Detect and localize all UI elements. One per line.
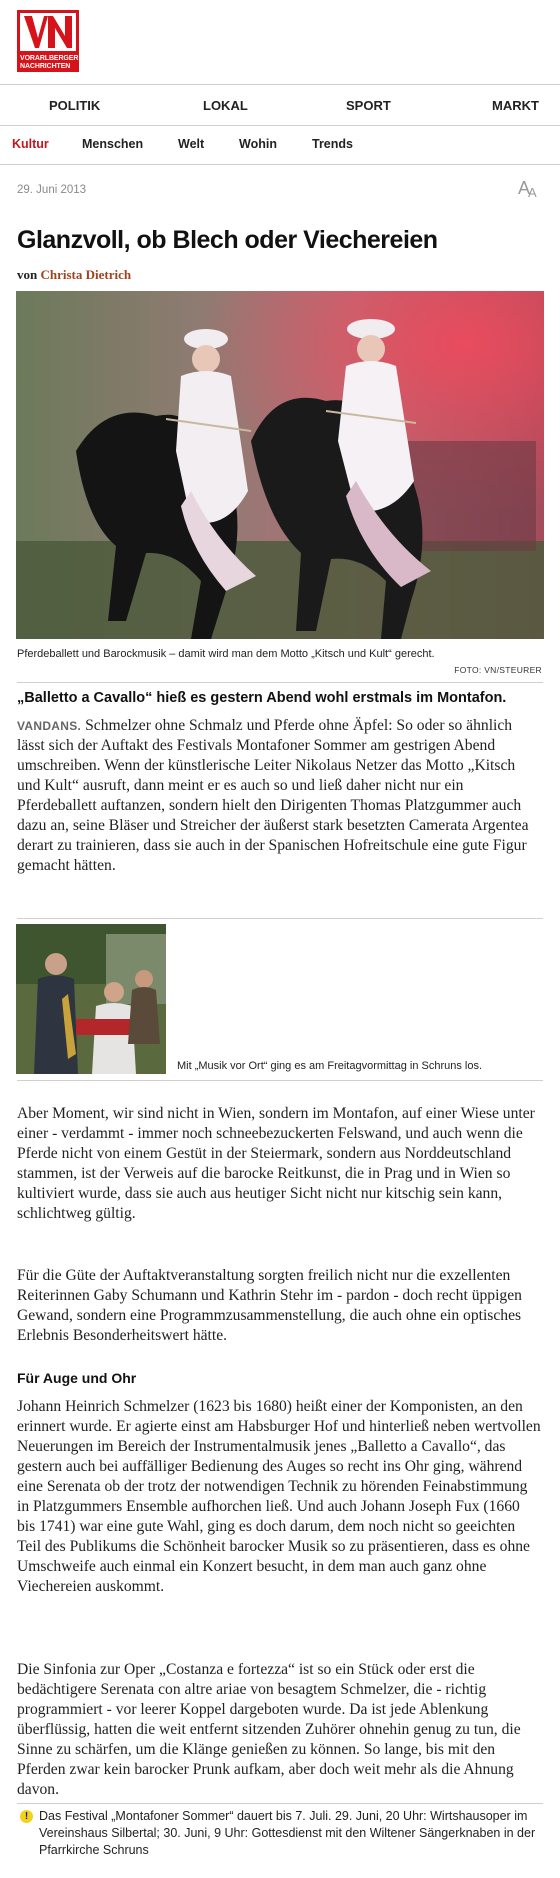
- info-icon: !: [20, 1810, 33, 1823]
- hero-credit: FOTO: VN/STEURER: [454, 665, 542, 675]
- hero-photo-illustration: [16, 291, 544, 639]
- divider: [17, 1080, 543, 1081]
- hero-caption: Pferdeballett und Barockmusik – damit wird man dem Motto „Kitsch und Kult“ gerecht.: [17, 648, 435, 660]
- nav-item-politik[interactable]: POLITIK: [49, 97, 101, 113]
- info-text: Das Festival „Montafoner Sommer“ dauert bis 7. Juli. 29. Juni, 20 Uhr: Wirtshausoper im Vereinshaus Silbertal; 30. Juni, 9 Uhr: Gottesdienst mit den Wiltener Sängerknaben in der Pfarrkirche Schruns: [39, 1809, 536, 1857]
- subnav-item-kultur[interactable]: Kultur: [12, 137, 49, 151]
- subnav-item-welt[interactable]: Welt: [178, 137, 205, 151]
- article-paragraph-1: [17, 716, 541, 876]
- inline-photo[interactable]: [16, 924, 166, 1074]
- sub-nav: [0, 126, 560, 165]
- paragraph-2-text: Aber Moment, wir sind nicht in Wien, sondern im Montafon, auf einer Wiese unter einer - verdammt - immer noch schneebezuckerten Felswand, und auch wenn die Pferde nicht von einem Gestüt in der Steiermark, sondern aus Norddeutschland stammen, ist der Verweis auf die barocke Reitkunst, die in Prag und in Wien so kultiviert wurde, dass sie auch aus heutiger Sicht nicht nur kitschig sein kann, schlichtweg gültig.: [17, 1105, 535, 1222]
- article-paragraph-3: [17, 1266, 541, 1346]
- byline-prefix: von: [17, 267, 38, 282]
- paragraph-3-text: Für die Güte der Auftaktveranstaltung sorgten freilich nicht nur die exzellenten Reiterinnen Gaby Schumann und Kathrin Stehr im - pardon - doch recht üppigen Gewand, sondern eine Programmzusammenstellung, die auch ohne ein optisches Erlebnis Besonderheitswert hätte.: [17, 1267, 522, 1344]
- inline-photo-illustration: [16, 924, 166, 1074]
- subnav-item-trends[interactable]: Trends: [312, 137, 353, 151]
- divider: [17, 1803, 543, 1804]
- nav-item-markt[interactable]: MARKT: [492, 97, 539, 113]
- article-lead: „Balletto a Cavallo“ hieß es gestern Abend wohl erstmals im Montafon.: [17, 690, 507, 706]
- hero-photo[interactable]: [16, 291, 544, 639]
- paragraph-4-text: Johann Heinrich Schmelzer (1623 bis 1680) heißt einer der Komponisten, an den erinnert wurde. Er agierte einst am Habsburger Hof und hinterließ neben wertvollen Neuerungen im Bereich der Instrumentalmusik jenes „Balletto a Cavallo“, das gestern auch bei auffälliger Bedienung des Auges so recht ins Ohr ging, während eine Serenata ob der trotz der notwendigen Technik zu hörenden Feinabstimmung in Platzgummers Ensemble aufhorchen ließ. Und auch Johann Joseph Fux (1660 bis 1741) war eine gute Wahl, ging es doch darum, dem noch nicht so geeichten Teil des Publikums die Schönheit barocker Musik so zu präsentieren, dass es ohne Umschweife auch einmal ein Konzert besucht, in dem man auch ganz ohne Viechereien auskommt.: [17, 1398, 541, 1595]
- inline-photo-caption: Mit „Musik vor Ort“ ging es am Freitagvormittag in Schruns los.: [177, 1060, 483, 1072]
- site-header: [0, 0, 560, 85]
- logo-line-2: NACHRICHTEN: [20, 62, 71, 70]
- article-date: 29. Juni 2013: [17, 184, 87, 196]
- nav-item-sport[interactable]: SPORT: [346, 97, 391, 113]
- article-paragraph-5: [17, 1660, 541, 1800]
- subnav-item-menschen[interactable]: Menschen: [82, 137, 144, 151]
- author-link[interactable]: Christa Dietrich: [40, 267, 132, 282]
- dateline-place: VANDANS.: [17, 719, 82, 733]
- logo-line-1: VORARLBERGER: [20, 55, 79, 62]
- main-nav: [0, 85, 560, 126]
- site-logo[interactable]: [17, 10, 79, 72]
- nav-item-lokal[interactable]: LOKAL: [203, 97, 248, 113]
- article-paragraph-4: [17, 1397, 541, 1597]
- article-subhead: Für Auge und Ohr: [17, 1370, 137, 1386]
- article-byline: [17, 267, 131, 283]
- font-size-icon[interactable]: A A: [518, 178, 537, 200]
- article-paragraph-2: [17, 1104, 541, 1224]
- article-title: Glanzvoll, ob Blech oder Viechereien: [17, 226, 438, 254]
- paragraph-5-text: Die Sinfonia zur Oper „Costanza e fortezza“ ist so ein Stück oder erst die bedächtigere Serenata con altre ariae von besagtem Schmelzer, die - richtig programmiert - vor leerer Koppel dargeboten wurde. Da ist jede Ablenkung überflüssig, hatten die weit entfernt sitzenden Zuhörer ohnehin genug zu tun, die Sinne zu schärfen, um die Klänge genießen zu können. So lange, bis mit den Pferden zwar kein barocker Prunk aufkam, aber doch weit mehr als die Ahnung davon.: [17, 1661, 521, 1798]
- divider: [17, 918, 543, 919]
- paragraph-1-text: Schmelzer ohne Schmalz und Pferde ohne Äpfel: So oder so ähnlich lässt sich der Auftakt des Festivals Montafoner Sommer am gestrigen Abend umschreiben. Wenn der künstlerische Leiter Nikolaus Netzer das Motto „Kitsch und Kult“ ausruft, dann meint er es auch so und ließ daher nicht nur ein Pferdeballett auftanzen, sondern hielt den Dirigenten Thomas Platzgummer auch dazu an, seine Bläser und Streicher der äußerst stark besetzten Camerata Argentea derart zu trainieren, dass sie auch in der Spanischen Hofreitschule eine gute Figur gemacht hätten.: [17, 717, 529, 874]
- logo-wordmark: [20, 55, 78, 70]
- subnav-item-wohin[interactable]: Wohin: [239, 137, 277, 151]
- divider: [17, 682, 543, 683]
